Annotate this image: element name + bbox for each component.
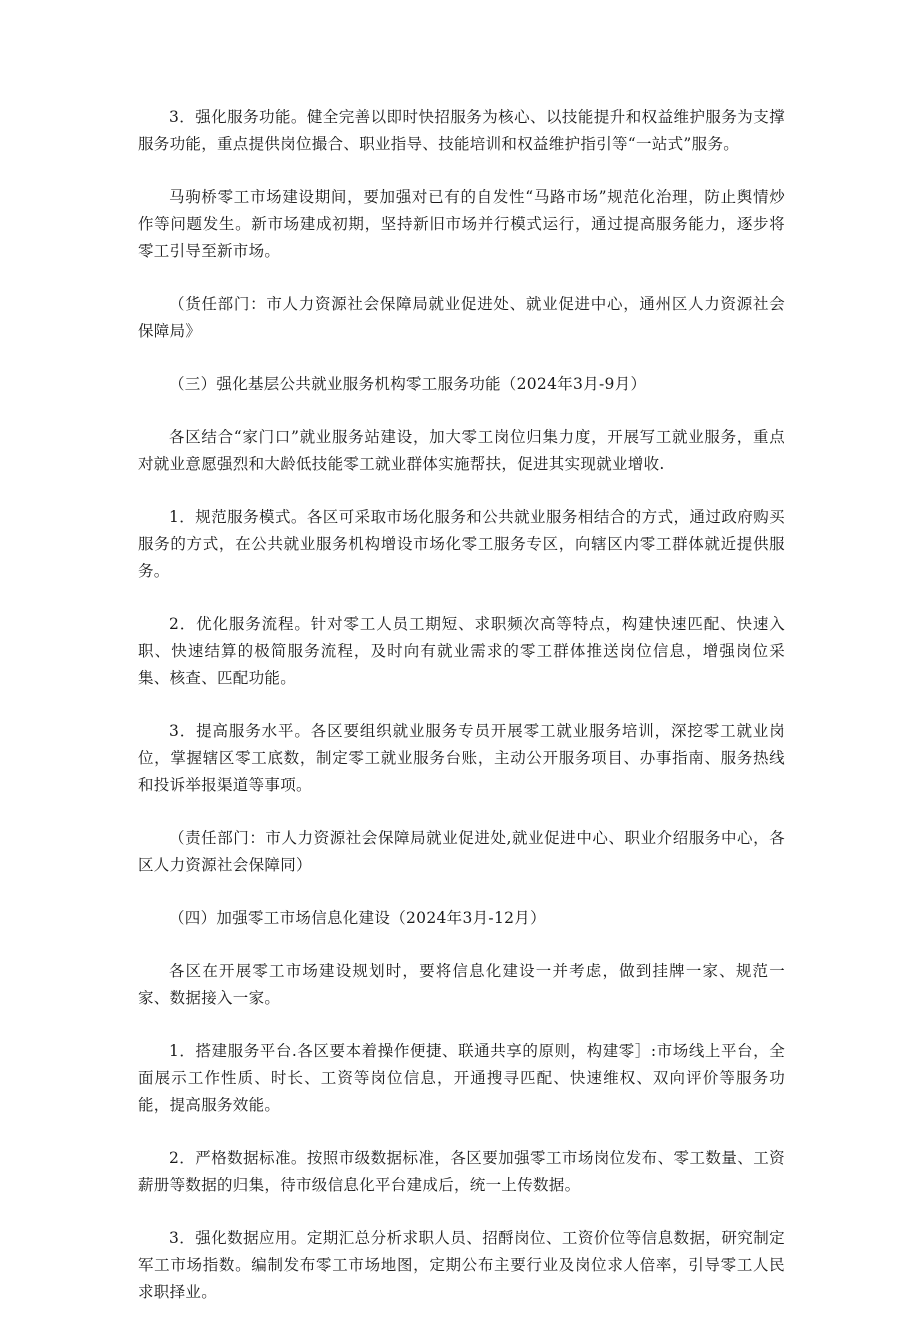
paragraph-item-3-data-application: 3．强化数据应用。定期汇总分析求职人员、招酹岗位、工资价位等信息数据，研究制定军工市场指数。编制发布零工市场地图，定期公布主要行业及岗位求人倍率，引导零工人民求职择业。	[138, 1229, 785, 1301]
paragraph-responsible-dept-2: （责任部门：市人力资源社会保障局就业促进处,就业促进中心、职业介绍服务中心，各区人力资源社会保障同）	[138, 829, 785, 874]
paragraph-district-service-station: 各区结合“家门口”就业服务站建设，加大零工岗位归集力度，开展写工就业服务，重点对就业意愿强烈和大龄低技能零工就业群体实施帮扶，促进其实现就业增收.	[138, 428, 785, 473]
paragraph-responsible-dept-1: （货任部门：市人力资源社会保障局就业促进处、就业促进中心，通州区人力资源社会保障局》	[138, 295, 785, 340]
paragraph-item-1-platform: 1．搭建服务平台.各区要本着操作便捷、联通共享的原则，构建零］:市场线上平台，全面展示工作性质、时长、工资等岗位信息，开通搜寻匹配、快速维权、双向评价等服务功能，提高服务效能。	[138, 1042, 785, 1114]
paragraph-item-3-service-level: 3．提高服务水平。各区要组织就业服务专员开展零工就业服务培训，深挖零工就业岗位，掌握辖区零工底数，制定零工就业服务台账，主动公开服务项目、办事指南、服务热线和投诉举报渠道等事项。	[138, 722, 785, 794]
paragraph-item-1-service-mode: 1．规范服务模式。各区可采取市场化服务和公共就业服务相结合的方式，通过政府购买服务的方式，在公共就业服务机构增设市场化零工服务专区，向辖区内零工群体就近提供服务。	[138, 508, 785, 580]
paragraph-item-3-service-function: 3．强化服务功能。健全完善以即时快招服务为核心、以技能提升和权益维护服务为支撑服务功能，重点提供岗位撮合、职业指导、技能培训和权益维护指引等“一站式”服务。	[138, 108, 785, 153]
paragraph-item-2-service-process: 2．优化服务流程。针对零工人员工期短、求职频次高等特点，构建快速匹配、快速入职、快速结算的极简服务流程，及时向有就业需求的零工群体推送岗位信息，增强岗位采集、核查、匹配功能。	[138, 615, 785, 687]
section-heading-4: （四）加强零工市场信息化建设（2024年3月-12月）	[169, 909, 546, 927]
section-heading-3: （三）强化基层公共就业服务机构零工服务功能（2024年3月-9月）	[169, 375, 647, 393]
paragraph-majuqiao-market: 马驹桥零工市场建设期间，要加强对已有的自发性“马路市场”规范化治理，防止舆情炒作等问题发生。新市场建成初期，坚持新旧市场并行模式运行，通过提高服务能力，逐步将零工引导至新市场。	[138, 188, 785, 260]
paragraph-informatization-planning: 各区在开展零工市场建设规划时，要将信息化建设一并考虑，做到挂牌一家、规范一家、数据接入一家。	[138, 962, 785, 1007]
document-page	[138, 104, 785, 1332]
paragraph-item-2-data-standard: 2．严格数据标准。按照市级数据标准，各区要加强零工市场岗位发布、零工数量、工资薪册等数据的归集，待市级信息化平台建成后，统一上传数据。	[138, 1149, 785, 1194]
